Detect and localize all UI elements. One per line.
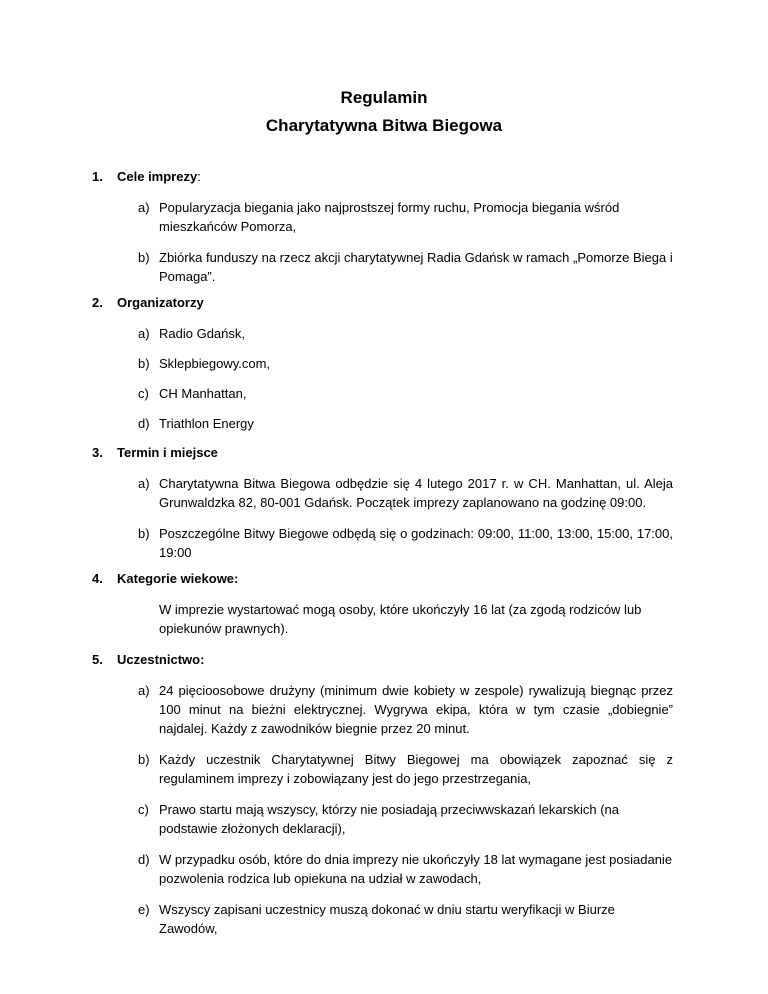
- section-title: Uczestnictwo:: [117, 652, 205, 667]
- item-text: CH Manhattan,: [159, 386, 247, 401]
- item-text: Popularyzacja biegania jako najprostszej formy ruchu, Promocja biegania wśród mieszkańców Pomorza,: [159, 200, 620, 234]
- item-label: a): [138, 683, 150, 698]
- item-text: Triathlon Energy: [159, 416, 254, 431]
- item-label: c): [138, 802, 149, 817]
- item-text: Radio Gdańsk,: [159, 326, 245, 341]
- item-text: Zbiórka funduszy na rzecz akcji charytatywnej Radia Gdańsk w ramach „Pomorze Biega i Pomaga”.: [159, 250, 673, 284]
- item-text: Sklepbiegowy.com,: [159, 356, 271, 371]
- item-text: 24 pięcioosobowe drużyny (minimum dwie kobiety w zespole) rywalizują biegnąc przez 100 minut na bieżni elektrycznej. Wygrywa ekipa, która w tym czasie „dobiegnie” najdalej. Każdy z zawodników biegnie przez 20 minut.: [159, 683, 673, 736]
- document-title: Regulamin: [340, 88, 428, 107]
- item-label: d): [138, 852, 150, 867]
- item-label: c): [138, 386, 149, 401]
- item-label: d): [138, 416, 150, 431]
- section-heading-4: [92, 569, 238, 588]
- list-item: [138, 681, 673, 738]
- document-subtitle: Charytatywna Bitwa Biegowa: [265, 116, 503, 135]
- item-label: a): [138, 476, 150, 491]
- section-number: 3.: [92, 445, 103, 460]
- list-item: [138, 198, 673, 236]
- section-title: Termin i miejsce: [117, 445, 218, 460]
- list-item: [138, 750, 673, 788]
- item-label: a): [138, 200, 150, 215]
- item-label: e): [138, 902, 150, 917]
- item-label: b): [138, 752, 150, 767]
- item-text: Poszczególne Bitwy Biegowe odbędą się o godzinach: 09:00, 11:00, 13:00, 15:00, 17:00, 19:00: [159, 526, 673, 560]
- section-number: 4.: [92, 571, 103, 586]
- item-label: b): [138, 356, 150, 371]
- list-item: [138, 414, 673, 433]
- list-item: [138, 248, 673, 286]
- item-text: Każdy uczestnik Charytatywnej Bitwy Biegowej ma obowiązek zapoznać się z regulaminem imprezy i zobowiązany jest do jego przestrzegania,: [159, 752, 673, 786]
- list-item: [138, 900, 673, 938]
- item-text: Charytatywna Bitwa Biegowa odbędzie się 4 lutego 2017 r. w CH. Manhattan, ul. Aleja Grunwaldzka 82, 80-001 Gdańsk. Początek imprezy zaplanowano na godzinę 09:00.: [159, 476, 673, 510]
- item-label: b): [138, 526, 150, 541]
- section-number: 5.: [92, 652, 103, 667]
- list-item: [138, 524, 673, 562]
- section-heading-5: [92, 650, 204, 669]
- item-text: Prawo startu mają wszyscy, którzy nie posiadają przeciwwskazań lekarskich (na podstawie złożonych deklaracji),: [159, 802, 619, 836]
- item-text: Wszyscy zapisani uczestnicy muszą dokonać w dniu startu weryfikacji w Biurze Zawodów,: [159, 902, 615, 936]
- item-label: b): [138, 250, 150, 265]
- section-number: 1.: [92, 169, 103, 184]
- list-item: [138, 474, 673, 512]
- list-item: [138, 800, 673, 838]
- section-heading-2: [92, 293, 204, 312]
- item-label: a): [138, 326, 150, 341]
- section-heading-1: [92, 167, 201, 186]
- section-paragraph: W imprezie wystartować mogą osoby, które ukończyły 16 lat (za zgodą rodziców lub opiekunów prawnych).: [159, 602, 642, 636]
- section-title-suffix: :: [197, 169, 201, 184]
- section-title: Kategorie wiekowe:: [117, 571, 239, 586]
- list-item: [138, 354, 673, 373]
- section-heading-3: [92, 443, 218, 462]
- item-text: W przypadku osób, które do dnia imprezy nie ukończyły 18 lat wymagane jest posiadanie pozwolenia rodzica lub opiekuna na udział w zawodach,: [159, 852, 673, 886]
- list-item: [138, 850, 673, 888]
- section-title: Organizatorzy: [117, 295, 204, 310]
- list-item: [138, 384, 673, 403]
- section-number: 2.: [92, 295, 103, 310]
- list-item: [138, 324, 673, 343]
- section-title: Cele imprezy: [117, 169, 198, 184]
